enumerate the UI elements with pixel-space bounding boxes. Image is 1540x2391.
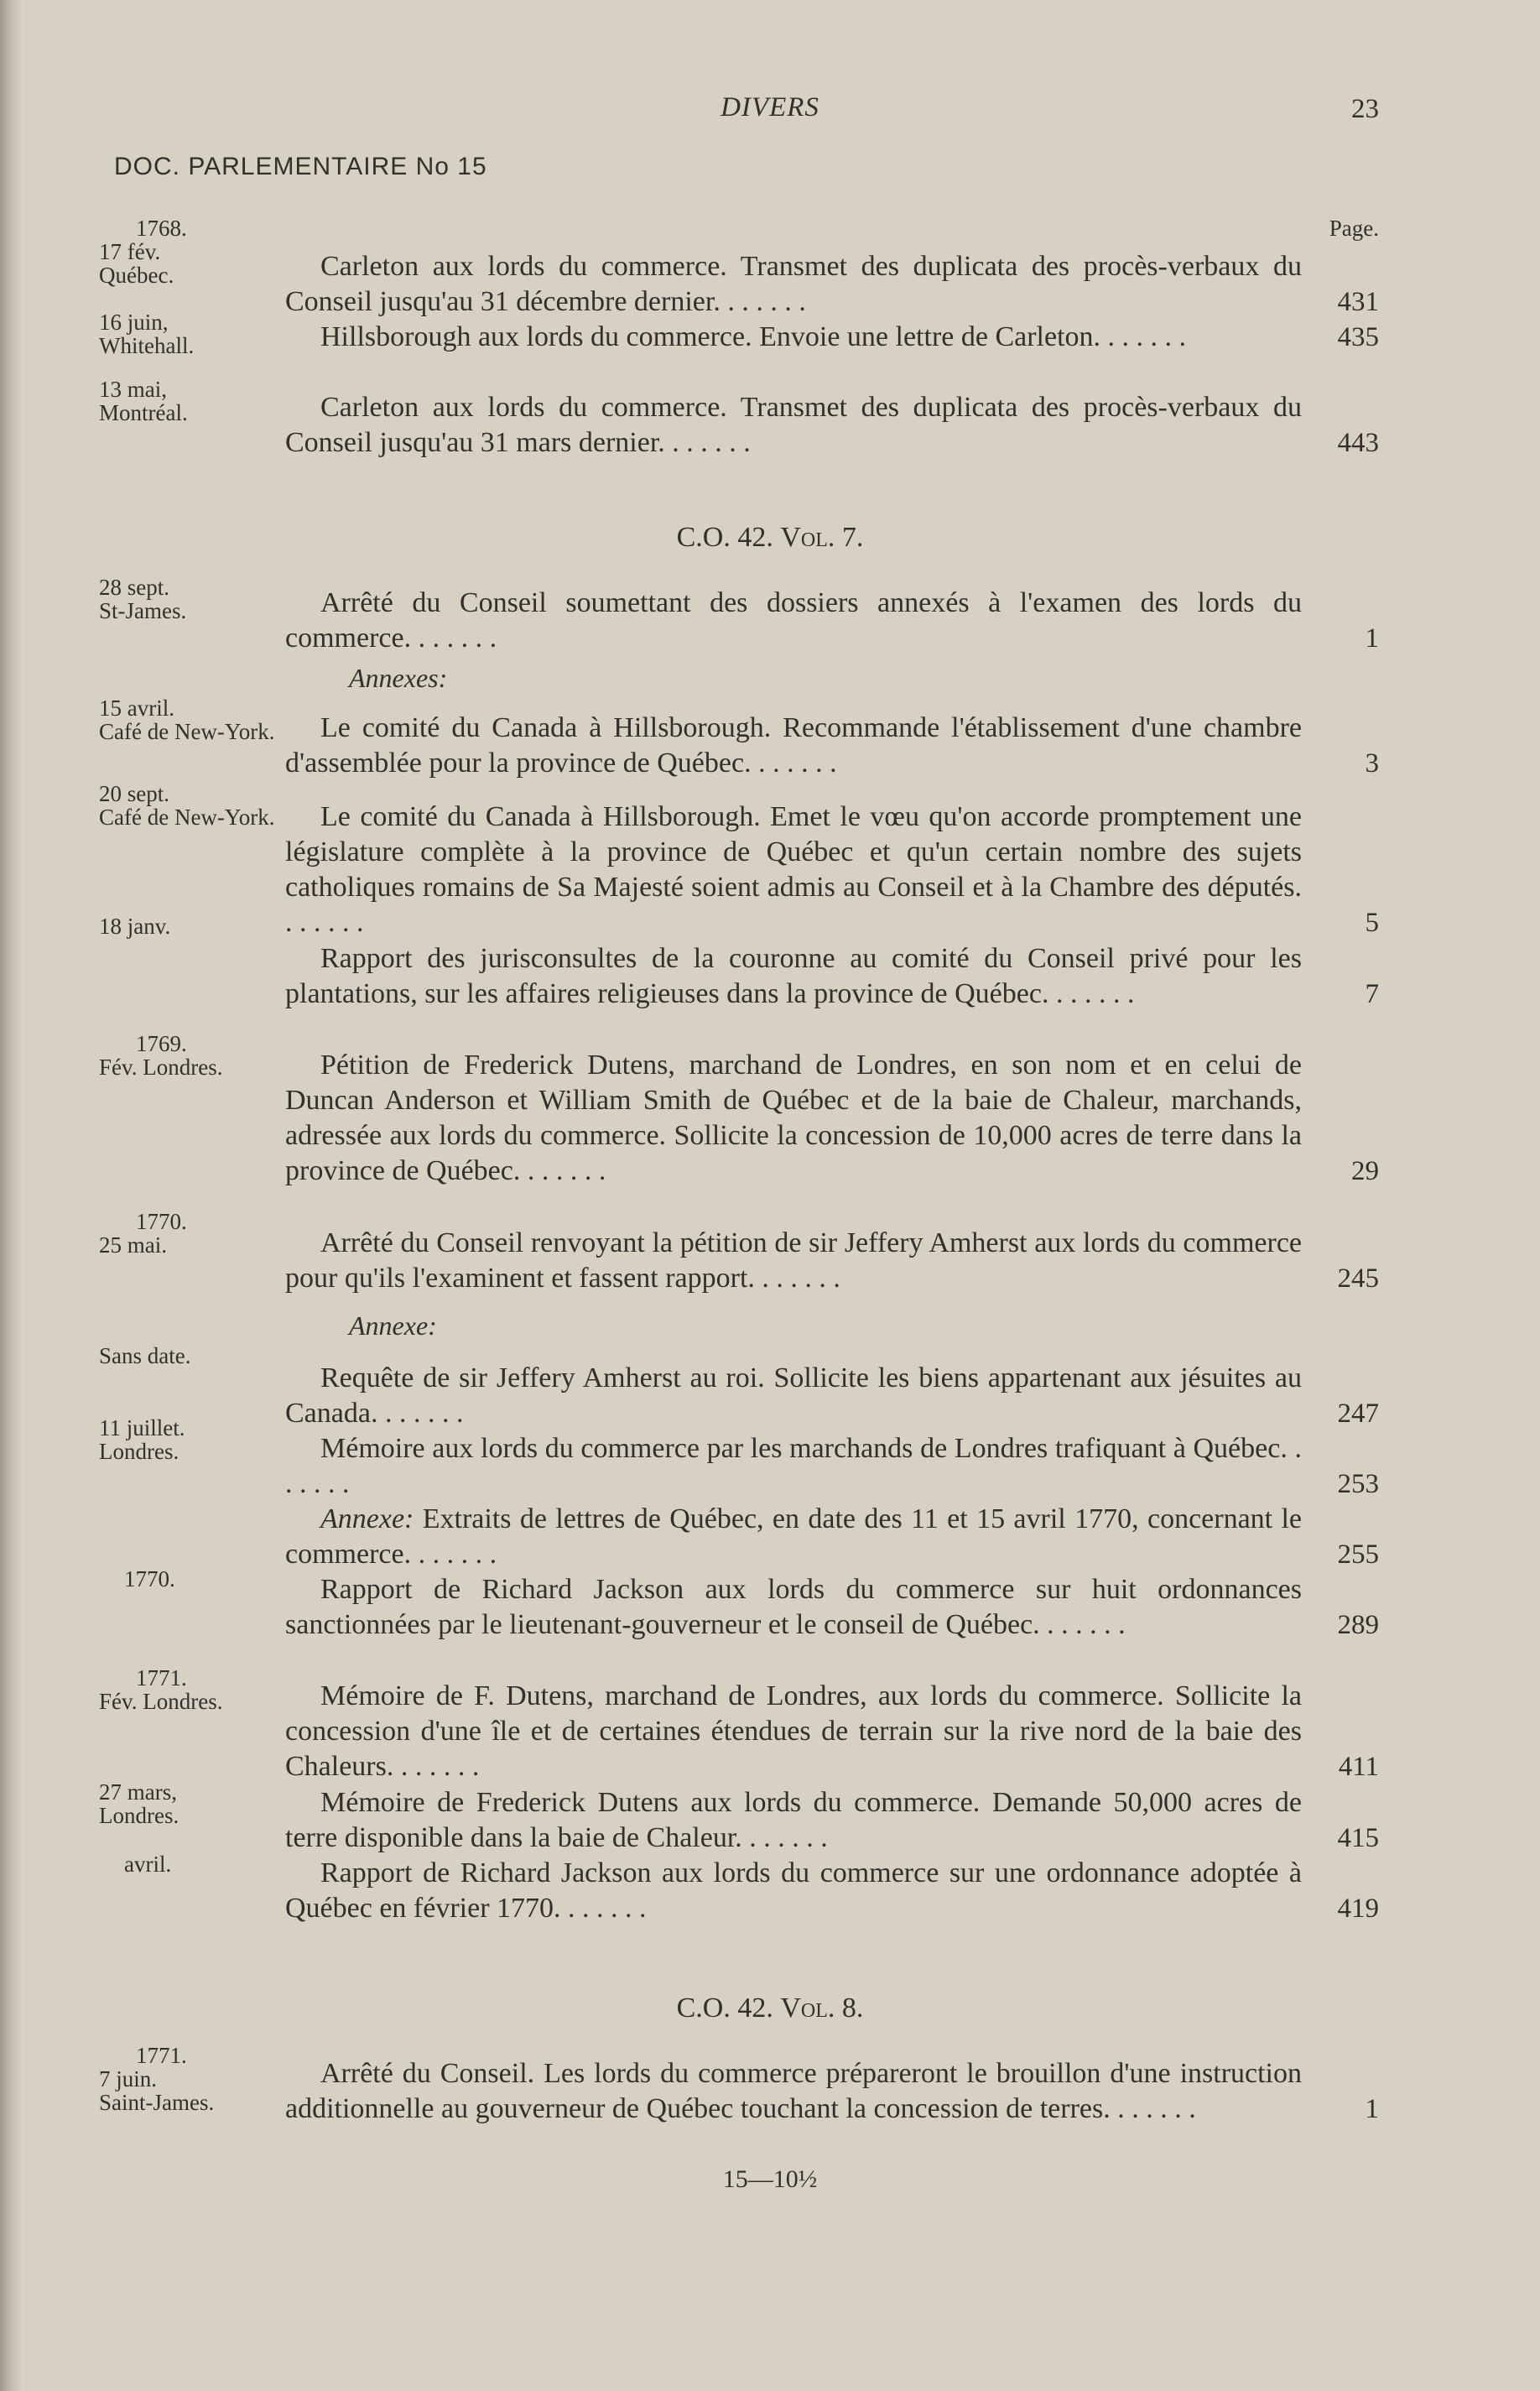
entry-text: Arrêté du Conseil renvoyant la pétition de sir Jeffery Amherst aux lords du commerce pour qu'ils l'examinent et fassent rapport. . . . . . . 245 (285, 1226, 1379, 1296)
entry-page: 443 (1337, 428, 1379, 458)
margin-note: avril. (124, 1852, 172, 1877)
annex-lead: Annexe: (320, 1503, 414, 1534)
leader-dots: . . . . . . (560, 1893, 647, 1924)
entry (285, 1856, 1379, 1926)
margin-note: 16 juin, Whitehall. (99, 310, 195, 358)
entry-text: Le comité du Canada à Hillsborough. Recommande l'établissement d'une chambre d'assemblée pour la province de Québec. . . . . . . 3 (285, 711, 1379, 781)
margin-note: 15 avril. Café de New-York. (99, 695, 275, 744)
entry-text: Mémoire aux lords du commerce par les marchands de Londres trafiquant à Québec. . . . . . . 253 (285, 1431, 1379, 1502)
margin-note: 27 mars, Londres. (99, 1779, 179, 1828)
entry (285, 1226, 1379, 1296)
leader-dots: . . . . . . (1048, 978, 1135, 1009)
entry (285, 941, 1379, 1012)
leader-dots: . . . . . . (741, 1822, 828, 1853)
entry-text: Rapport des jurisconsultes de la couronne au comité du Conseil privé pour les plantations, sur les affaires religieuses dans la province de Québec. . . . . . . 7 (285, 941, 1379, 1012)
entry-text: Rapport de Richard Jackson aux lords du commerce sur huit ordonnances sanctionnées par le lieutenant-gouverneur et le conseil de Québec. . . . . . . 289 (285, 1572, 1379, 1643)
entry (285, 1502, 1379, 1572)
leader-dots: . . . . . . (720, 286, 806, 317)
leader-dots: . . . . . . (285, 907, 364, 938)
leader-dots: . . . . . . (751, 748, 837, 779)
entry-text: Carleton aux lords du commerce. Transmet des duplicata des procès-verbaux du Conseil jusqu'au 31 mars dernier. . . . . . . 443 (285, 390, 1379, 461)
entry-text: Hillsborough aux lords du commerce. Envoie une lettre de Carleton. . . . . . . 435 (285, 320, 1379, 355)
section-heading: C.O. 42. Vol. 8. (676, 1992, 864, 2024)
entry-page: 289 (1337, 1610, 1379, 1640)
entry-page: 7 (1365, 979, 1379, 1009)
section-heading: C.O. 42. Vol. 7. (676, 522, 864, 553)
entry-text: Le comité du Canada à Hillsborough. Emet le vœu qu'on accorde promptement une législature complète à la province de Québec et qu'un certain nombre des sujets catholiques romains de Sa Majesté soient admis au Conseil et à la Chambre des députés. . . . . . . 5 (285, 800, 1379, 940)
entry (285, 320, 1379, 355)
entry (285, 1679, 1379, 1784)
entry (285, 1431, 1379, 1502)
margin-note: 20 sept. Café de New-York. (99, 781, 275, 830)
leader-dots: . . . . . . (377, 1398, 464, 1429)
entry-page: 1 (1365, 2094, 1379, 2124)
printer-signature: 15—10½ (722, 2165, 818, 2193)
entry-text: Arrêté du Conseil soumettant des dossiers annexés à l'examen des lords du commerce. . . . . . . 1 (285, 586, 1379, 656)
leader-dots: . . . . . . (393, 1751, 480, 1782)
entry-text: Mémoire de F. Dutens, marchand de Londres, aux lords du commerce. Sollicite la concession d'une île et de certaines étendues de terrain sur la rive nord de la baie des Chaleurs. . . . . . . 411 (285, 1679, 1379, 1784)
margin-note: 1769. Fév. Londres. (99, 1031, 223, 1080)
entry-page: 431 (1337, 287, 1379, 317)
leader-dots: . . . . . . (1039, 1609, 1126, 1640)
margin-note: 18 janv. (99, 914, 171, 939)
entry-page: 435 (1337, 322, 1379, 352)
entry (285, 1785, 1379, 1856)
entry-page: 3 (1365, 748, 1379, 779)
page-binding-shadow (0, 0, 22, 2391)
entry (285, 2056, 1379, 2127)
entry (285, 711, 1379, 781)
entry-text: Arrêté du Conseil. Les lords du commerce prépareront le brouillon d'une instruction additionnelle au gouverneur de Québec touchant la concession de terres. . . . . . . 1 (285, 2056, 1379, 2127)
leader-dots: . . . . . . (1110, 2093, 1196, 2124)
entry-text: Mémoire de Frederick Dutens aux lords du commerce. Demande 50,000 acres de terre disponible dans la baie de Chaleur. . . . . . . 415 (285, 1785, 1379, 1856)
entry (285, 390, 1379, 461)
margin-note: Sans date. (99, 1343, 191, 1368)
entry (285, 1572, 1379, 1643)
entry-page: 419 (1337, 1894, 1379, 1924)
running-title: DIVERS (721, 92, 819, 122)
margin-note: 11 juillet. Londres. (99, 1415, 185, 1464)
margin-note: 1771. Fév. Londres. (99, 1665, 223, 1714)
margin-note: 1770. 25 mai. (99, 1209, 187, 1258)
entry-page: 5 (1365, 908, 1379, 938)
leader-dots: . . . . . . (411, 1539, 497, 1570)
leader-dots: . . . . . . (664, 427, 751, 458)
entry-text: Carleton aux lords du commerce. Transmet des duplicata des procès-verbaux du Conseil jusqu'au 31 décembre dernier. . . . . . . 431 (285, 249, 1379, 320)
document-label: DOC. PARLEMENTAIRE No 15 (114, 153, 487, 180)
entry-page: 411 (1338, 1752, 1379, 1782)
annex-label: Annexe: (349, 1310, 437, 1341)
entry-page: 245 (1337, 1263, 1379, 1294)
entry-page: 29 (1351, 1156, 1379, 1186)
entry-text: Pétition de Frederick Dutens, marchand de Londres, en son nom et en celui de Duncan Anderson et William Smith de Québec et de la baie de Chaleur, marchands, adressée aux lords du commerce. Sollicite la concession de 10,000 acres de terre dans la province de Québec. . . . . . . 29 (285, 1048, 1379, 1189)
entry (285, 1361, 1379, 1431)
margin-note: 1771. 7 juin. Saint-James. (99, 2043, 215, 2115)
entry-page: 247 (1337, 1399, 1379, 1429)
leader-dots: . . . . . . (754, 1263, 840, 1294)
leader-dots: . . . . . . (520, 1155, 606, 1186)
annex-label: Annexes: (349, 663, 448, 693)
entry-page: 1 (1365, 623, 1379, 654)
entry (285, 586, 1379, 656)
margin-note: 28 sept. St-James. (99, 575, 187, 623)
leader-dots: . . . . . . (411, 622, 497, 654)
entry-text: Requête de sir Jeffery Amherst au roi. Sollicite les biens appartenant aux jésuites au Canada. . . . . . . 247 (285, 1361, 1379, 1431)
margin-note: 13 mai, Montréal. (99, 377, 188, 425)
entry (285, 249, 1379, 320)
margin-note: 1770. (124, 1566, 175, 1591)
entry (285, 1048, 1379, 1189)
entry-page: 255 (1337, 1539, 1379, 1570)
entry-text: Rapport de Richard Jackson aux lords du commerce sur une ordonnance adoptée à Québec en février 1770. . . . . . . 419 (285, 1856, 1379, 1926)
margin-note: 1768. 17 fév. Québec. (99, 216, 187, 288)
entry-text: Annexe: Extraits de lettres de Québec, en date des 11 et 15 avril 1770, concernant le commerce. . . . . . . 255 (285, 1502, 1379, 1572)
leader-dots: . . . . . . (1100, 321, 1187, 352)
leader-dots: . . . . . . (285, 1433, 1302, 1499)
page-number: 23 (1351, 94, 1379, 124)
entry (285, 800, 1379, 940)
entry-page: 253 (1337, 1469, 1379, 1499)
entry-page: 415 (1337, 1823, 1379, 1853)
page-column-label: Page. (1329, 216, 1379, 241)
